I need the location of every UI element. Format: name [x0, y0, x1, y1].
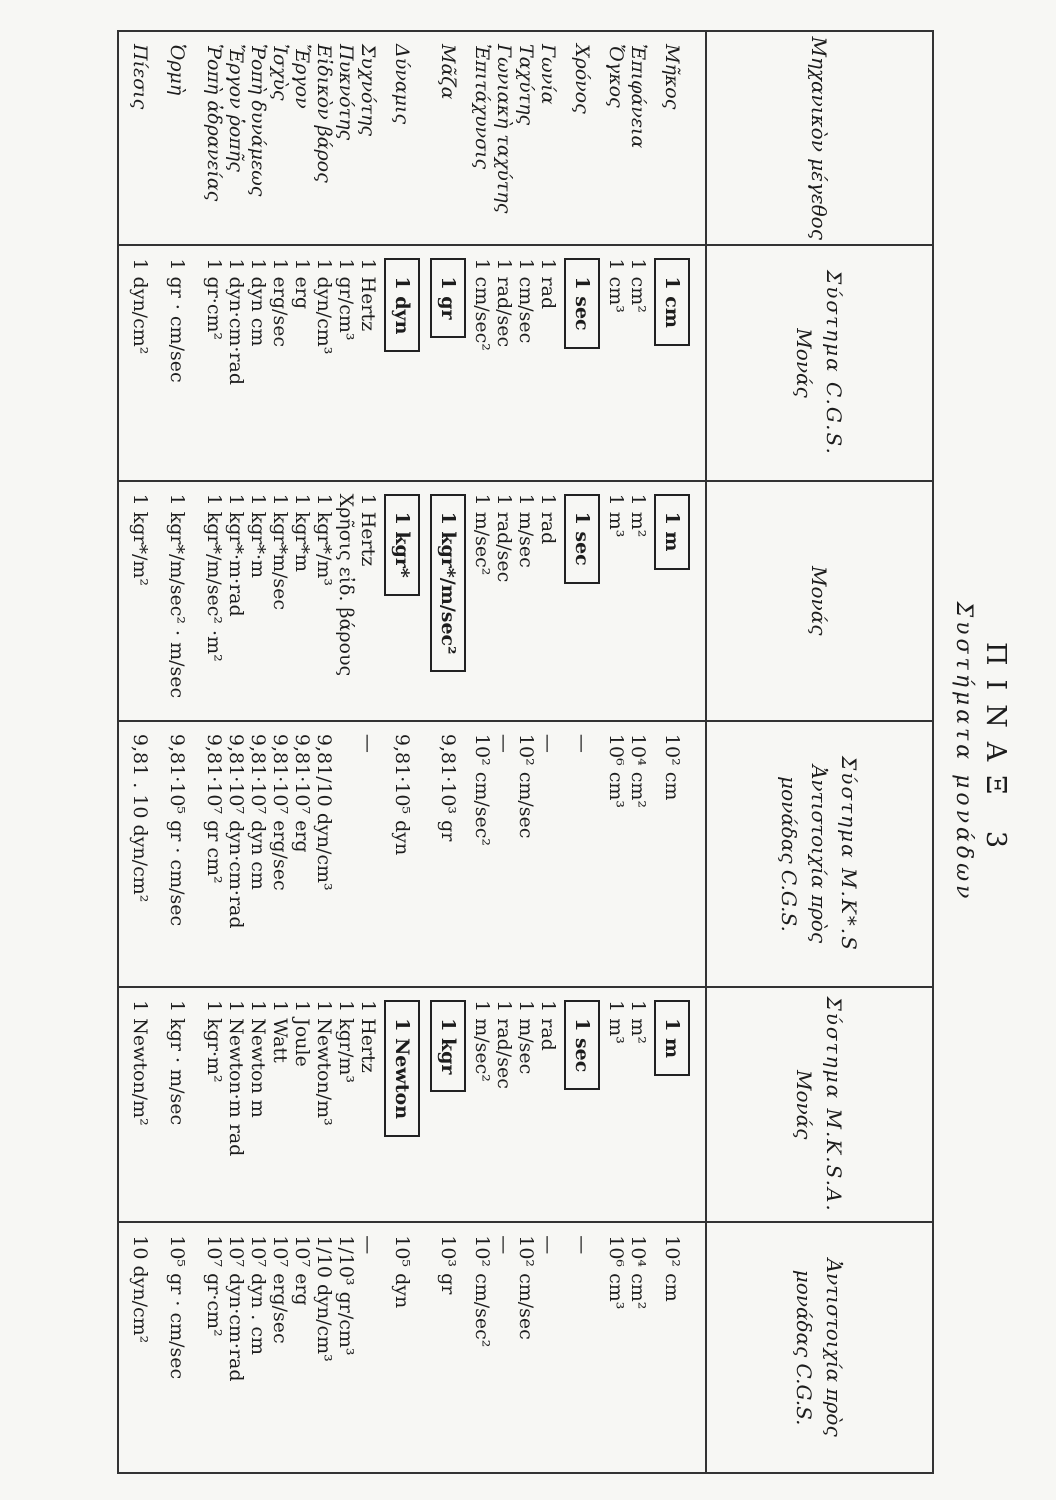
mksa-unit-cell: 1 kgr/m³	[335, 1000, 357, 1084]
mksa-equiv-cell: 10² cm	[661, 1235, 683, 1302]
mks-star-equiv-cell: —	[493, 733, 515, 753]
mks-star-unit-column	[118, 481, 706, 721]
header-cgs-system: Σύστημα C.G.S.	[822, 270, 847, 456]
mks-star-unit-cell	[379, 494, 425, 708]
cgs-unit-cell: 1 cm³	[605, 258, 627, 313]
table-title: ΠΙΝΑΞ 3	[980, 641, 1011, 863]
mksa-unit-cell: 1 Watt	[269, 1000, 291, 1063]
header-mksa-system: Σύστημα M.K.S.A.	[822, 996, 847, 1213]
mks-star-equiv-cell	[335, 734, 357, 974]
quantity-cell: Πίεσις	[129, 44, 151, 110]
mksa-unit-cell: 1 kgr · m/sec	[166, 1000, 188, 1126]
mks-star-unit-cell: 1 m³	[605, 493, 627, 538]
quantity-cell: Ὄγκος	[605, 44, 627, 108]
mks-star-unit-cell: 1 m/sec	[515, 493, 537, 568]
base-unit-box: 1 dyn	[384, 258, 420, 352]
mks-star-equiv-cell: 10⁶ cm³	[605, 733, 627, 808]
quantity-cell: Ὁρμὴ	[166, 44, 188, 96]
mksa-unit-cell: 1 Hertz	[357, 1000, 379, 1073]
base-unit-box: 1 cm	[654, 258, 690, 346]
header-mks-star-equiv	[706, 721, 933, 987]
mksa-equiv-cell: 10⁷ gr·cm²	[203, 1235, 225, 1337]
mksa-equiv-cell: 10⁷ erg	[291, 1235, 313, 1306]
mks-star-equiv-cell: 9,81·10⁷ dyn·cm·rad	[225, 733, 247, 929]
mksa-unit-cell: 1 Newton·m rad	[225, 1000, 247, 1157]
rotated-page	[10, 22, 1010, 1482]
mksa-equiv-cell: 10⁶ cm³	[605, 1235, 627, 1310]
cgs-unit-cell: 1 erg/sec	[269, 258, 291, 348]
mks-star-unit-cell	[425, 494, 471, 708]
mksa-equiv-cell: 10⁷ dyn . cm	[247, 1235, 269, 1355]
base-unit-box: 1 m	[654, 494, 690, 570]
mks-star-unit-cell: 1 kgr*m/sec	[269, 493, 291, 611]
cgs-unit-cell: 1 gr·cm²	[203, 258, 225, 341]
mks-star-unit-cell: 1 kgr*/m³	[313, 493, 335, 586]
mks-star-equiv-cell: 9,81·10³ gr	[437, 733, 459, 842]
quantity-cell: Ῥοπὴ δυνάμεως	[247, 44, 269, 197]
mks-star-unit-cell: 1 kgr*/m/sec² ·m²	[203, 493, 225, 662]
header-cgs	[706, 245, 933, 480]
mksa-unit-cell	[379, 1000, 425, 1209]
mks-star-unit-cell	[559, 494, 605, 708]
mksa-unit-column	[118, 987, 706, 1222]
header-mksa-equiv-label: Ἀντιστοιχία πρὸς μονάδας C.G.S.	[792, 1258, 847, 1437]
mksa-equiv-cell: 1/10³ gr/cm³	[335, 1235, 357, 1356]
header-quantity	[706, 31, 933, 245]
mksa-unit-cell: 1 kgr·m²	[203, 1000, 225, 1083]
mks-star-unit-cell: 1 Hertz	[357, 493, 379, 567]
mksa-equiv-cell: —	[571, 1235, 593, 1255]
mksa-equiv-cell: 10⁷ dyn·cm·rad	[225, 1235, 247, 1382]
mksa-unit-cell: 1 m/sec²	[471, 1000, 493, 1082]
quantity-cell: Δύναμις	[391, 44, 413, 125]
header-mks-star-unit	[706, 481, 933, 721]
base-unit-box: 1 kgr*/m/sec²	[430, 494, 466, 673]
mks-star-equiv-cell: 9,81·10⁷ erg/sec	[269, 733, 291, 891]
base-unit-box: 1 sec	[564, 494, 600, 584]
cgs-unit-cell	[559, 258, 605, 467]
header-mksa-equiv	[706, 1222, 933, 1473]
quantity-column	[118, 31, 706, 245]
cgs-unit-cell: 1 rad	[537, 258, 559, 310]
mksa-equiv-cell: 10² cm/sec	[515, 1235, 537, 1340]
mks-star-equiv-cell: 9,81·10⁵ gr · cm/sec	[166, 733, 188, 927]
mksa-equiv-column	[118, 1222, 706, 1473]
mksa-unit-cell: 1 Newton m	[247, 1000, 269, 1118]
mks-star-equiv-cell: 9,81 . 10 dyn/cm²	[129, 733, 151, 903]
quantity-cell: Συχνότης	[357, 44, 379, 137]
mks-star-unit-cell: 1 rad/sec	[493, 493, 515, 583]
cgs-unit-cell: 1 dyn/cm³	[313, 258, 335, 355]
cgs-unit-cell: 1 dyn·cm·rad	[225, 258, 247, 385]
mksa-equiv-cell: —	[537, 1235, 559, 1255]
mks-star-unit-cell: 1 kgr*·m	[247, 493, 269, 579]
mks-star-unit-cell: Χρῆσις εἰδ. βάρους	[335, 493, 357, 677]
quantity-cell: Ἐπιτάχυνσις	[471, 44, 493, 170]
cgs-unit-column	[118, 245, 706, 480]
mksa-unit-cell: 1 rad/sec	[493, 1000, 515, 1089]
base-unit-box: 1 sec	[564, 1000, 600, 1090]
quantity-cell: Ἰσχὺς	[269, 44, 291, 101]
quantity-cell: Χρόνος	[571, 44, 593, 114]
quantity-cell: Γωνία	[537, 44, 559, 105]
header-mks-star-unit-label: Μονάς	[807, 566, 832, 636]
mks-star-equiv-cell: 10² cm	[661, 733, 683, 801]
base-unit-box: 1 kgr*	[384, 494, 420, 596]
mksa-unit-cell: 1 m/sec	[515, 1000, 537, 1075]
header-quantity-label: Μηχανικὸν μέγεθος	[807, 36, 832, 240]
mksa-equiv-cell: 10⁵ dyn	[391, 1235, 413, 1309]
mks-star-unit-cell: 1 kgr*/m/sec² · m/sec	[166, 493, 188, 699]
quantity-cell: Ταχύτης	[515, 44, 537, 126]
mks-star-equiv-cell: —	[357, 733, 379, 753]
cgs-unit-cell: 1 cm/sec²	[471, 258, 493, 351]
mksa-unit-cell	[559, 1000, 605, 1209]
cgs-unit-cell: 1 dyn/cm²	[129, 258, 151, 355]
body-row	[118, 31, 706, 1473]
quantity-cell: Ἐπιφάνεια	[627, 44, 649, 149]
header-cgs-unit: Μονάς	[792, 328, 817, 398]
mks-star-equiv-cell: 10⁴ cm²	[627, 733, 649, 808]
units-table	[117, 30, 934, 1474]
mksa-equiv-cell: —	[493, 1235, 515, 1255]
quantity-cell: Εἰδικὸν βάρος	[313, 44, 335, 183]
cgs-unit-cell: 1 gr · cm/sec	[166, 258, 188, 383]
mksa-unit-cell	[425, 1000, 471, 1209]
cgs-unit-cell	[425, 258, 471, 467]
mks-star-unit-cell: 1 m²	[627, 493, 649, 538]
mks-star-unit-cell: 1 m/sec²	[471, 493, 493, 576]
mks-star-unit-cell: 1 kgr*m	[291, 493, 313, 572]
mks-star-equiv-cell: 9,81·10⁷ gr cm²	[203, 733, 225, 884]
header-mks-star-equiv-label: Ἀντιστοιχία πρὸς μονάδας C.G.S.	[777, 764, 832, 944]
cgs-unit-cell	[379, 258, 425, 467]
cgs-unit-cell: 1 cm²	[627, 258, 649, 313]
mksa-equiv-cell: 10⁴ cm²	[627, 1235, 649, 1310]
base-unit-box: 1 sec	[564, 258, 600, 348]
mksa-equiv-cell: 10² cm/sec²	[471, 1235, 493, 1348]
cgs-unit-cell: 1 Hertz	[357, 258, 379, 332]
mksa-equiv-cell: 1/10 dyn/cm³	[313, 1235, 335, 1362]
mks-star-unit-cell: 1 rad	[537, 493, 559, 545]
mks-star-equiv-cell: 9,81/10 dyn/cm³	[313, 733, 335, 891]
base-unit-box: 1 Newton	[384, 1000, 420, 1137]
mksa-equiv-cell: 10 dyn/cm²	[129, 1235, 151, 1344]
header-mksa-unit-label: Μονάς	[792, 1069, 817, 1140]
mks-star-equiv-cell: —	[571, 733, 593, 753]
mksa-equiv-cell: 10⁷ erg/sec	[269, 1235, 291, 1344]
mksa-unit-cell: 1 Newton/m³	[313, 1000, 335, 1126]
header-mksa-unit	[706, 987, 933, 1222]
mksa-equiv-cell: —	[357, 1235, 379, 1255]
mksa-unit-cell: 1 Newton/m²	[129, 1000, 151, 1126]
mksa-equiv-cell: 10³ gr	[437, 1235, 459, 1295]
base-unit-box: 1 m	[654, 1000, 690, 1076]
quantity-cell: Ἔργον	[291, 44, 313, 109]
cgs-unit-cell: 1 rad/sec	[493, 258, 515, 348]
cgs-unit-cell: 1 cm/sec	[515, 258, 537, 344]
cgs-unit-cell	[649, 258, 695, 467]
header-row	[706, 31, 933, 1473]
mks-star-unit-cell	[649, 494, 695, 708]
mks-star-unit-cell: 1 kgr*·m·rad	[225, 493, 247, 617]
mks-star-unit-cell: 1 kgr*/m²	[129, 493, 151, 586]
cgs-unit-cell: 1 erg	[291, 258, 313, 310]
header-mks-star-system: Σύστημα M.K*.S	[837, 756, 862, 952]
quantity-cell: Πυκνότης	[335, 44, 357, 141]
mksa-unit-cell: 1 m³	[605, 1000, 627, 1044]
cgs-unit-cell: 1 gr/cm³	[335, 258, 357, 341]
mks-star-equiv-column	[118, 721, 706, 987]
mks-star-equiv-cell: —	[537, 733, 559, 753]
quantity-cell: Γωνιακὴ ταχύτης	[493, 44, 515, 214]
mks-star-equiv-cell: 9,81·10⁷ dyn cm	[247, 733, 269, 890]
mks-star-equiv-cell: 10² cm/sec²	[471, 733, 493, 847]
mks-star-equiv-cell: 9,81·10⁷ erg	[291, 733, 313, 853]
table-subtitle: Συστήματα μονάδων	[951, 601, 976, 903]
mks-star-equiv-cell: 9,81·10⁵ dyn	[391, 733, 413, 856]
cgs-unit-cell: 1 dyn cm	[247, 258, 269, 347]
quantity-cell: Ἔργον ῥοπῆς	[225, 44, 247, 172]
mksa-unit-cell: 1 m²	[627, 1000, 649, 1044]
mksa-unit-cell: 1 rad	[537, 1000, 559, 1051]
base-unit-box: 1 gr	[430, 258, 466, 337]
quantity-cell: Μᾶζα	[437, 44, 459, 100]
mksa-unit-cell	[649, 1000, 695, 1209]
mks-star-equiv-cell: 10² cm/sec	[515, 733, 537, 839]
base-unit-box: 1 kgr	[430, 1000, 466, 1092]
mksa-equiv-cell: 10⁵ gr · cm/sec	[166, 1235, 188, 1380]
quantity-cell: Ῥοπὴ ἀδρανείας	[203, 44, 225, 202]
quantity-cell: Μῆκος	[661, 44, 683, 110]
mksa-unit-cell: 1 Joule	[291, 1000, 313, 1067]
